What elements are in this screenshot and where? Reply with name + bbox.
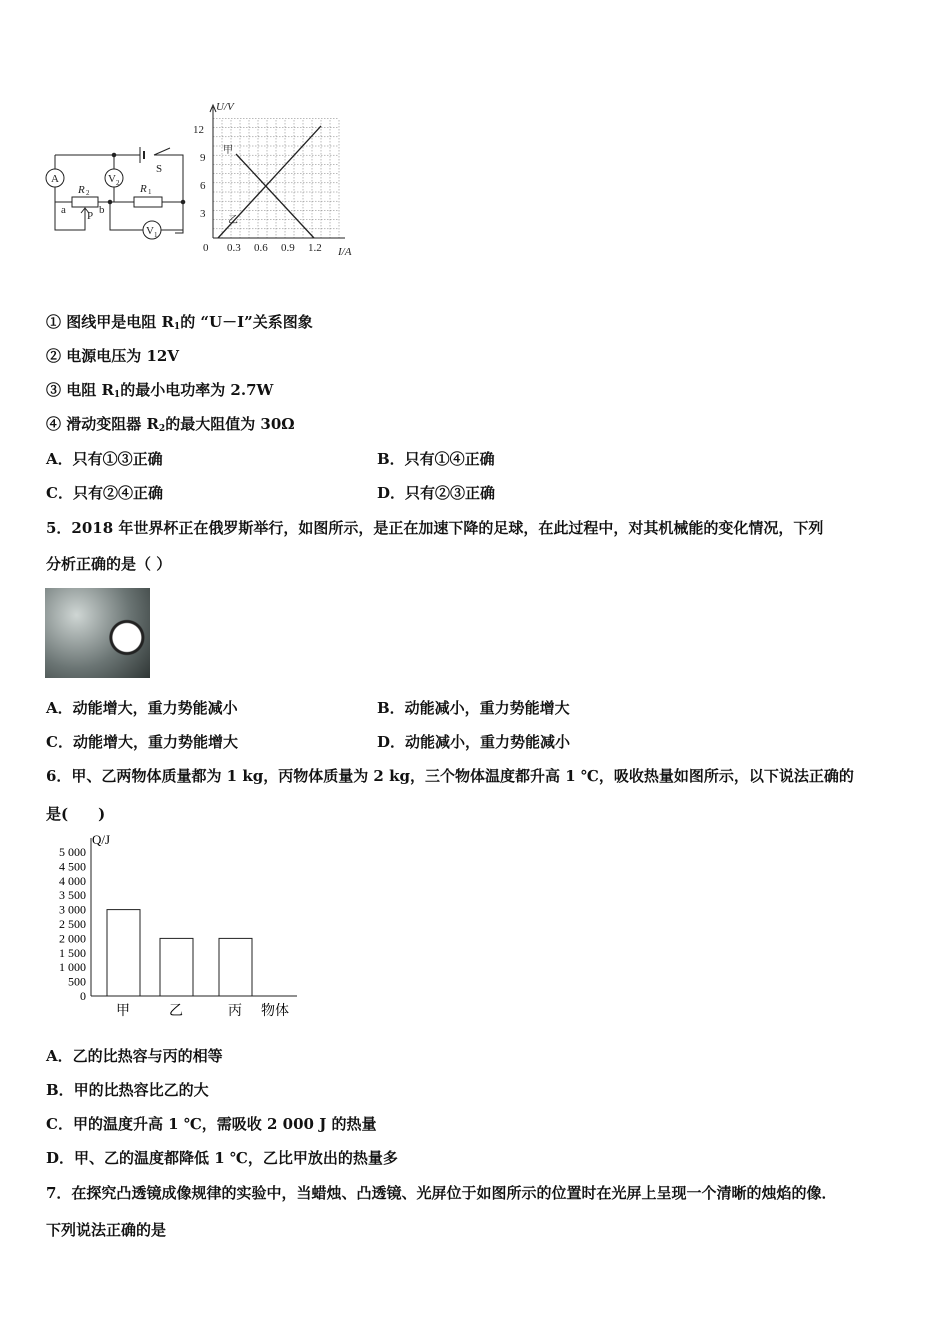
ytick-3: 3 bbox=[200, 208, 206, 220]
q6-stem-line2: 是( ) bbox=[46, 805, 106, 823]
y-tick-label: 2 500 bbox=[59, 917, 86, 931]
q4-statement-3: ③ 电阻 R1的最小电功率为 2.7W bbox=[46, 381, 274, 400]
y-tick-label: 3 500 bbox=[59, 888, 86, 903]
bar bbox=[160, 938, 193, 996]
bar-chart-ylabel: Q/J bbox=[92, 832, 111, 847]
ytick-9: 9 bbox=[200, 152, 206, 164]
category-label: 乙 bbox=[169, 1004, 183, 1019]
q6-option-b[interactable]: B．甲的比热容比乙的大 bbox=[46, 1081, 209, 1099]
r2-sub: 2 bbox=[86, 189, 90, 197]
y-tick-label: 0 bbox=[80, 989, 86, 1003]
bar bbox=[219, 938, 252, 996]
q4-statement-1: ① 图线甲是电阻 R1的 “U－I”关系图象 bbox=[46, 313, 313, 332]
bar bbox=[107, 910, 140, 996]
terminal-a: a bbox=[61, 204, 66, 216]
q7-stem-line1: 7．在探究凸透镜成像规律的实验中，当蜡烛、凸透镜、光屏位于如图所示的位置时在光屏上呈现一个清晰的烛焰的像． bbox=[46, 1184, 837, 1202]
switch-label: S bbox=[156, 163, 163, 175]
terminal-b: b bbox=[99, 204, 105, 216]
bar-chart-xlabel: 物体 bbox=[261, 1004, 289, 1019]
r1-sub: 1 bbox=[148, 188, 152, 196]
q6-option-d[interactable]: D．甲、乙的温度都降低 1 ℃，乙比甲放出的热量多 bbox=[46, 1149, 398, 1167]
xtick-06: 0.6 bbox=[254, 242, 268, 254]
xtick-03: 0.3 bbox=[227, 242, 241, 254]
v1-sub: 1 bbox=[154, 231, 158, 239]
graph-origin: 0 bbox=[203, 242, 209, 254]
y-tick-label: 5 000 bbox=[59, 845, 86, 859]
ui-graph bbox=[193, 101, 352, 258]
circuit-diagram bbox=[46, 147, 185, 239]
q4-statement-2: ② 电源电压为 12V bbox=[46, 347, 179, 365]
q6-stem-line1: 6．甲、乙两物体质量都为 1 kg，丙物体质量为 2 kg，三个物体温度都升高 1 ℃，吸收热量如图所示，以下说法正确的 bbox=[46, 767, 854, 785]
r1-label: R bbox=[140, 183, 147, 195]
q4-figure bbox=[40, 95, 370, 260]
q5-option-c[interactable]: C．动能增大，重力势能增大 bbox=[46, 733, 238, 751]
y-tick-label: 1 000 bbox=[59, 960, 86, 975]
y-tick-label: 4 500 bbox=[59, 859, 86, 874]
q6-option-c[interactable]: C．甲的温度升高 1 ℃，需吸收 2 000 J 的热量 bbox=[46, 1115, 377, 1133]
y-tick-label: 500 bbox=[68, 974, 86, 989]
y-tick-label: 1 500 bbox=[59, 945, 86, 960]
y-tick-label: 2 000 bbox=[59, 931, 86, 946]
q4-option-b[interactable]: B．只有①④正确 bbox=[377, 450, 495, 468]
ammeter-label: A bbox=[51, 173, 59, 185]
q7-stem-line2: 下列说法正确的是 bbox=[46, 1221, 167, 1239]
q4-option-c[interactable]: C．只有②④正确 bbox=[46, 484, 163, 502]
v2-sub: 2 bbox=[116, 179, 120, 187]
v2-label: V bbox=[108, 173, 116, 185]
y-tick-label: 3 000 bbox=[59, 902, 86, 917]
line-yi-label: 乙 bbox=[228, 215, 238, 226]
q5-stem-line2: 分析正确的是（ ） bbox=[46, 555, 172, 573]
graph-xlabel: I/A bbox=[338, 246, 352, 258]
q4-option-d[interactable]: D．只有②③正确 bbox=[377, 484, 496, 502]
v1-label: V bbox=[146, 225, 154, 237]
q5-option-a[interactable]: A．动能增大，重力势能减小 bbox=[46, 699, 238, 717]
ytick-12: 12 bbox=[193, 124, 204, 136]
xtick-12: 1.2 bbox=[308, 242, 322, 254]
line-jia-label: 甲 bbox=[223, 145, 233, 156]
category-label: 丙 bbox=[228, 1004, 242, 1019]
ytick-6: 6 bbox=[200, 180, 206, 192]
q4-statement-4: ④ 滑动变阻器 R2的最大阻值为 30Ω bbox=[46, 415, 295, 434]
y-tick-label: 4 000 bbox=[59, 873, 86, 888]
football-image bbox=[45, 588, 150, 678]
q6-bar-chart bbox=[42, 828, 312, 1023]
q5-option-d[interactable]: D．动能减小，重力势能减小 bbox=[377, 733, 571, 751]
q4-option-a[interactable]: A．只有①③正确 bbox=[46, 450, 163, 468]
xtick-09: 0.9 bbox=[281, 242, 295, 254]
slider-p: P bbox=[87, 210, 94, 222]
q5-option-b[interactable]: B．动能减小，重力势能增大 bbox=[377, 699, 570, 717]
r2-label: R bbox=[78, 184, 85, 196]
q5-stem-line1: 5．2018 年世界杯正在俄罗斯举行，如图所示，是正在加速下降的足球，在此过程中，对其机械能的变化情况，下列 bbox=[46, 519, 824, 537]
graph-ylabel: U/V bbox=[216, 101, 234, 113]
q6-option-a[interactable]: A．乙的比热容与丙的相等 bbox=[46, 1047, 223, 1065]
category-label: 甲 bbox=[116, 1004, 130, 1019]
